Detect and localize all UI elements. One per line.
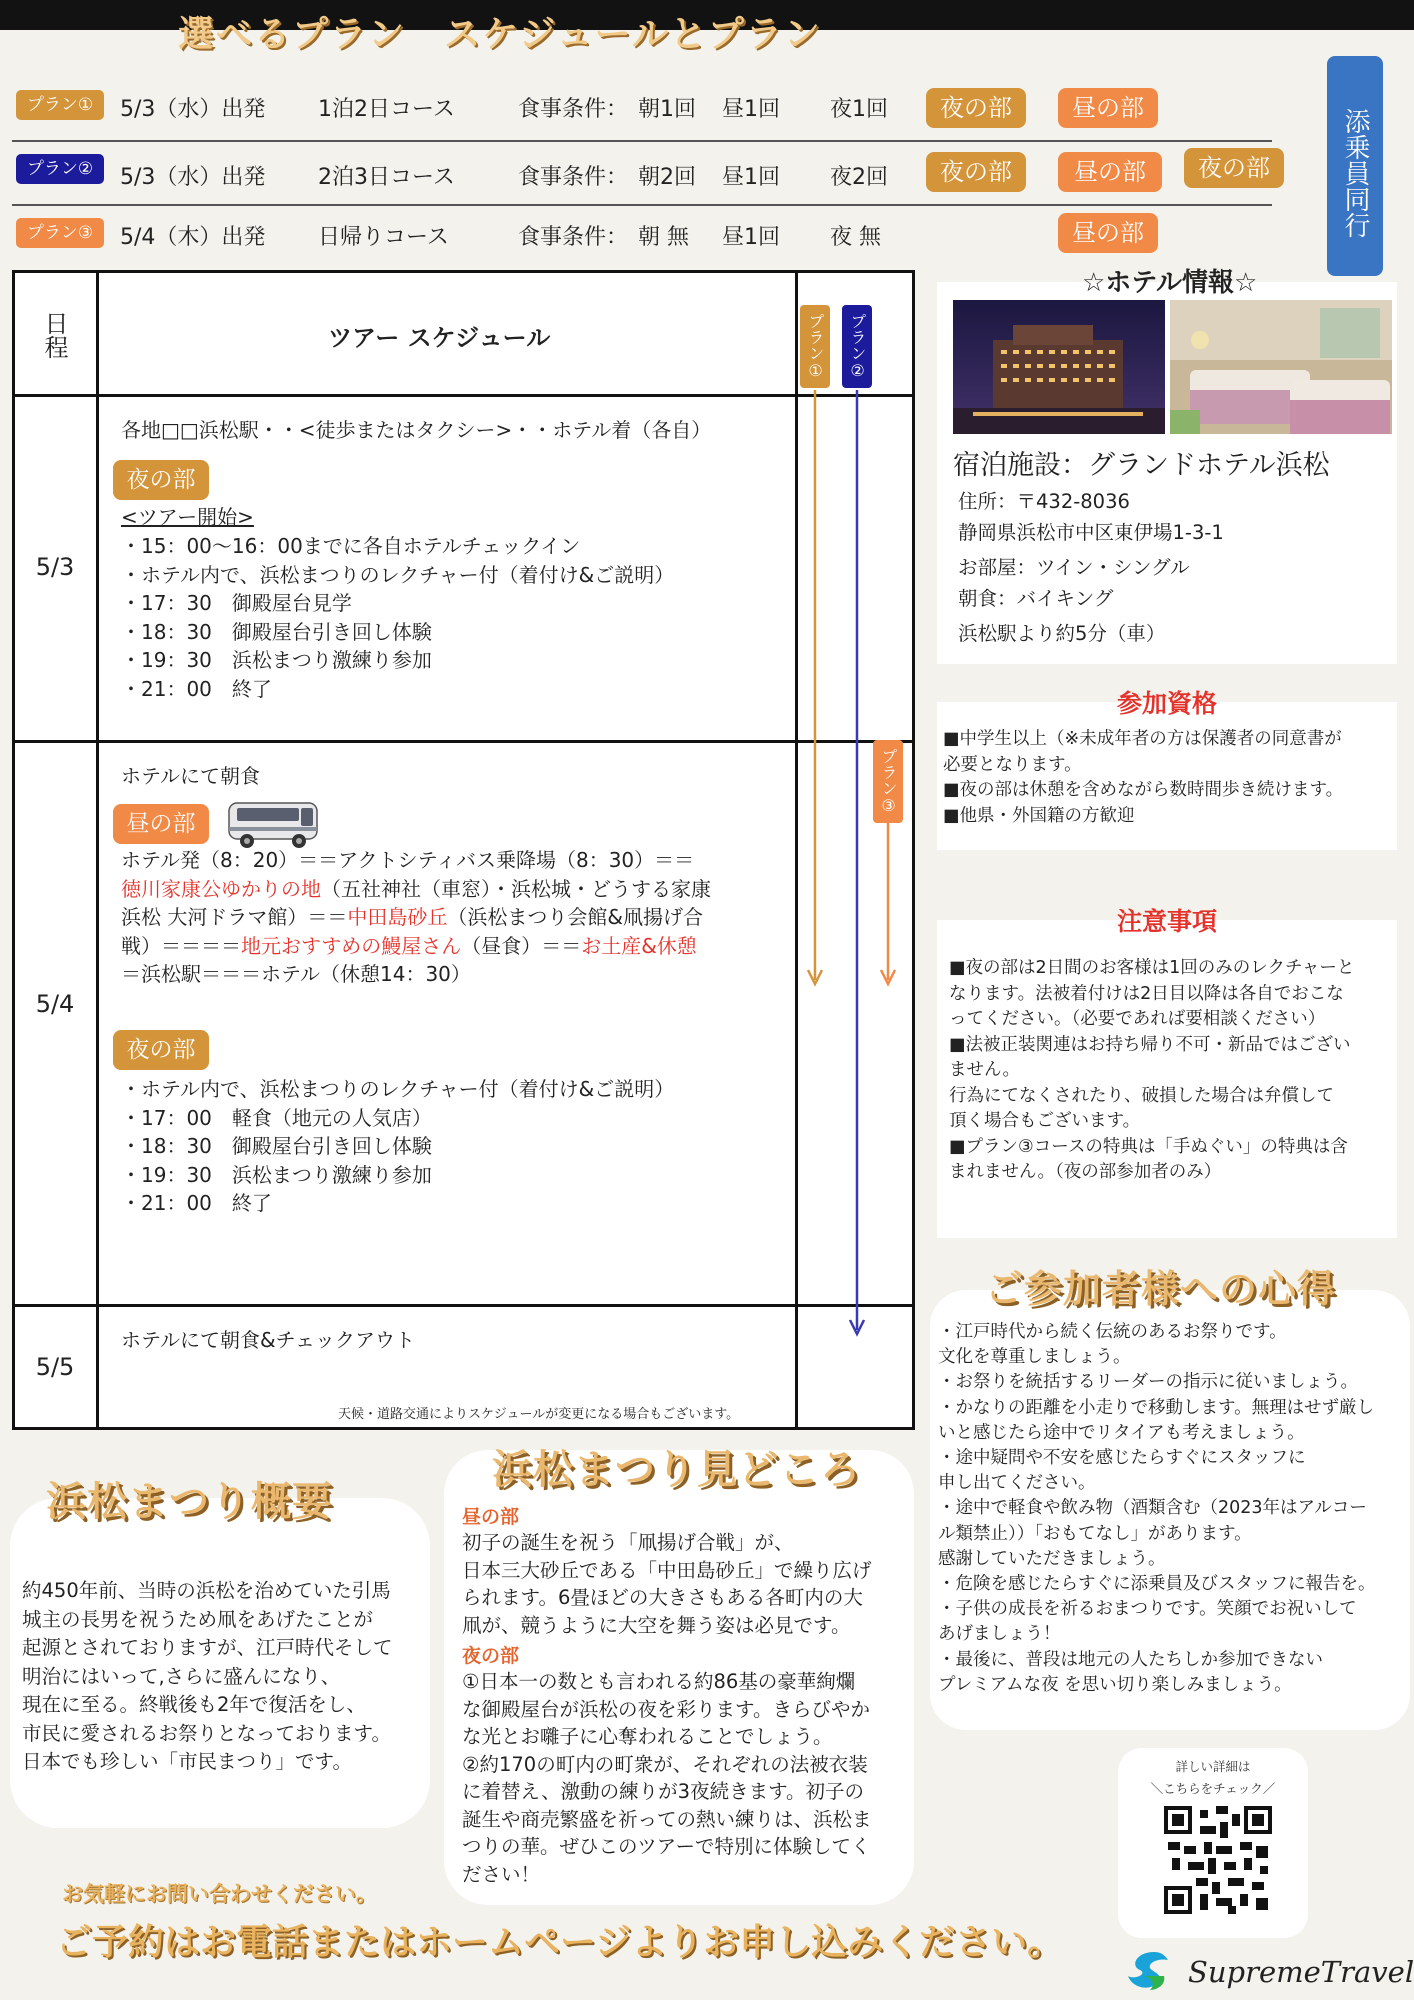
highlight-line: 初子の誕生を祝う「凧揚げ合戦」が、 bbox=[462, 1531, 794, 1554]
caution-line: ■法被正装関連はお持ち帰り不可・新品ではござい bbox=[949, 1034, 1351, 1055]
qr-code-icon[interactable] bbox=[1164, 1806, 1272, 1914]
hotel-night-photo bbox=[953, 300, 1165, 434]
guideline-line: ・子供の成長を祈るおまつりです。笑顔でお祝いして bbox=[938, 1599, 1357, 1620]
guideline-line: あげましょう！ bbox=[938, 1624, 1061, 1645]
hotel-breakfast: 朝食：バイキング bbox=[958, 587, 1114, 610]
day-header: 日程 bbox=[40, 311, 68, 359]
bus-icon bbox=[225, 797, 321, 851]
route-text: （浜松まつり会館&凧揚げ合 bbox=[447, 905, 703, 929]
caution-line: ってください。（必要であれば要相談ください） bbox=[949, 1009, 1326, 1029]
caution-line: 頂く場合もございます。 bbox=[949, 1111, 1141, 1131]
route-highlight: 徳川家康公ゆかりの地 bbox=[121, 876, 321, 901]
schedule-item: ・ホテル内で、浜松まつりのレクチャー付（着付け&ご説明） bbox=[121, 1077, 675, 1101]
guideline-line: いと感じたら途中でリタイアも考えましょう。 bbox=[938, 1422, 1305, 1443]
caution-list bbox=[949, 956, 1354, 1186]
plan-2-badge-night-2: 夜の部 bbox=[1184, 148, 1284, 188]
highlight-line: な光とお囃子に心奪われることでしょう。 bbox=[462, 1725, 833, 1748]
overview-line: 市民に愛されるお祭りとなっております。 bbox=[22, 1721, 391, 1745]
guideline-line: ・江戸時代から続く伝統のあるお祭りです。 bbox=[938, 1322, 1287, 1342]
escort-text: 添乗員同行 bbox=[1340, 108, 1370, 238]
caution-line: なります。法被着付けは2日目以降は各自でおこな bbox=[949, 983, 1344, 1004]
plan-2-badge-day: 昼の部 bbox=[1058, 152, 1162, 192]
guideline-line: ・途中疑問や不安を感じたらすぐにスタッフに bbox=[938, 1448, 1306, 1469]
route-text: （五社神社（車窓）・浜松城・どうする家康 bbox=[321, 876, 711, 901]
plan-3-badge-day: 昼の部 bbox=[1058, 213, 1158, 253]
day3-intro: ホテルにて朝食&チェックアウト bbox=[121, 1328, 415, 1352]
plan-1-course: 1泊2日コース bbox=[318, 97, 455, 122]
schedule-item: ・17：30 御殿屋台見学 bbox=[121, 591, 352, 615]
plan-2-vertical-tag: プラン② bbox=[842, 305, 872, 388]
highlight-line: ださい！ bbox=[462, 1862, 541, 1886]
overview-line: 日本でも珍しい「市民まつり」です。 bbox=[22, 1750, 352, 1773]
plan-2-tag: プラン② bbox=[16, 154, 104, 184]
guideline-line: 感謝していただきましょう。 bbox=[938, 1548, 1166, 1569]
hotel-name: 宿泊施設：グランドホテル浜松 bbox=[953, 450, 1330, 481]
route-text: 浜松 大河ドラマ館）＝＝ bbox=[121, 905, 348, 929]
plan-1-date: 5/3（水）出発 bbox=[120, 97, 266, 122]
qr-caption-line: ＼こちらをチェック／ bbox=[1150, 1781, 1276, 1796]
plan-2-badge-night: 夜の部 bbox=[926, 152, 1026, 192]
hotel-room: お部屋：ツイン・シングル bbox=[958, 556, 1190, 579]
caution-line: 行為にてなくされたり、破損した場合は弁償して bbox=[949, 1085, 1334, 1106]
divider bbox=[12, 140, 1272, 142]
route-line bbox=[121, 875, 711, 904]
overview-line: 約450年前、当時の浜松を治めていた引馬 bbox=[22, 1579, 391, 1602]
guideline-line: ・最後に、普段は地元の人たちしか参加できない bbox=[938, 1649, 1323, 1670]
caution-line: ■夜の部は2日間のお客様は1回のみのレクチャーと bbox=[949, 958, 1355, 978]
hotel-access: 浜松駅より約5分（車） bbox=[958, 622, 1166, 645]
schedule-item: ・15：00〜16：00までに各自ホテルチェックイン bbox=[121, 534, 581, 558]
schedule-item: ・19：30 浜松まつり激練り参加 bbox=[121, 1162, 432, 1187]
eligibility-line: ■夜の部は休憩を含めながら数時間歩き続けます。 bbox=[943, 780, 1344, 800]
plan-3-dinner: 夜 無 bbox=[830, 225, 881, 250]
route-text: 戦）＝＝＝＝ bbox=[121, 933, 241, 958]
brand-name: SupremeTravel bbox=[1188, 1955, 1414, 1989]
route-highlight: お土産&休憩 bbox=[581, 933, 697, 958]
plan-1-meal-label: 食事条件： bbox=[518, 97, 629, 122]
schedule-note: 天候・道路交通によりスケジュールが変更になる場合もございます。 bbox=[338, 1407, 740, 1422]
overview-line: 明治にはいって,さらに盛んになり、 bbox=[22, 1664, 341, 1688]
plan-1-vertical-tag: プラン① bbox=[800, 305, 830, 388]
plan-3-vertical-tag: プラン③ bbox=[873, 740, 903, 823]
highlight-line: つりの華。ぜひこのツアーで特別に体験してく bbox=[462, 1835, 871, 1858]
highlight-line: に着替え、激動の練りが3夜続きます。初子の bbox=[462, 1780, 865, 1803]
day2-route bbox=[121, 846, 711, 989]
plan-3-meal-label: 食事条件： bbox=[518, 225, 629, 250]
guideline-line: 文化を尊重しましょう。 bbox=[938, 1347, 1131, 1368]
route-text: （昼食）＝＝ bbox=[461, 933, 582, 958]
schedule-item: ・21：00 終了 bbox=[121, 676, 272, 701]
route-line bbox=[121, 903, 711, 932]
schedule-item: ・ホテル内で、浜松まつりのレクチャー付（着付け&ご説明） bbox=[121, 562, 675, 587]
guideline-line: プレミアムな夜 を思い切り楽しみましょう。 bbox=[938, 1674, 1292, 1695]
highlight-line: ①日本一の数とも言われる約86基の豪華絢爛 bbox=[462, 1670, 856, 1693]
day1-items bbox=[121, 532, 674, 703]
guideline-line: ・お祭りを統括するリーダーの指示に従いましょう。 bbox=[938, 1372, 1358, 1393]
highlight-line: られます。6畳ほどの大きさもある各町内の大 bbox=[462, 1586, 863, 1609]
escort-badge bbox=[1327, 56, 1383, 276]
day2-items bbox=[121, 1075, 674, 1218]
guideline-line: ・かなりの距離を小走りで移動します。無理はせず厳し bbox=[938, 1397, 1375, 1418]
highlights-text bbox=[462, 1502, 872, 1888]
day2-day-badge: 昼の部 bbox=[113, 804, 209, 844]
brand-logo-icon bbox=[1124, 1950, 1174, 1994]
day2-intro: ホテルにて朝食 bbox=[121, 764, 260, 788]
footer-cta: ご予約はお電話またはホームページよりお申し込みください。 bbox=[56, 1922, 1064, 1963]
plan-1-dinner: 夜1回 bbox=[830, 97, 888, 122]
day2-night-badge: 夜の部 bbox=[113, 1030, 209, 1070]
overview-heading: 浜松まつり概要 bbox=[46, 1479, 333, 1525]
caution-heading: 注意事項 bbox=[1116, 907, 1217, 936]
eligibility-line: ■他県・外国籍の方歓迎 bbox=[943, 805, 1135, 826]
guidelines-list bbox=[938, 1320, 1376, 1698]
day3-date: 5/5 bbox=[35, 1353, 75, 1381]
route-highlight: 中田島砂丘 bbox=[347, 905, 448, 929]
overview-text bbox=[22, 1577, 393, 1777]
schedule-item: ・21：00 終了 bbox=[121, 1191, 272, 1215]
highlight-line: な御殿屋台が浜松の夜を彩ります。きらびやか bbox=[462, 1697, 870, 1721]
table-divider bbox=[12, 394, 915, 397]
overview-line: 城主の長男を祝うため凧をあげたことが bbox=[22, 1607, 374, 1631]
highlight-line: 誕生や商売繁盛を祈っての熱い練りは、浜松ま bbox=[462, 1807, 872, 1831]
plan-2-date: 5/3（水）出発 bbox=[120, 165, 266, 190]
hotel-heading: ☆ホテル情報☆ bbox=[1082, 268, 1258, 298]
schedule-item: ・18：30 御殿屋台引き回し体験 bbox=[121, 619, 432, 644]
caution-line: ません。 bbox=[949, 1060, 1021, 1080]
schedule-item: ・19：30 浜松まつり激練り参加 bbox=[121, 648, 432, 672]
plan-1-breakfast: 朝1回 bbox=[638, 97, 696, 122]
schedule-title: ツアー スケジュール bbox=[328, 324, 551, 352]
plan-2-dinner: 夜2回 bbox=[830, 165, 888, 190]
qr-caption-line: 詳しい詳細は bbox=[1175, 1759, 1251, 1774]
day1-intro: 各地□□浜松駅・・<徒歩またはタクシー>・・ホテル着（各自） bbox=[121, 418, 712, 442]
day1-night-badge: 夜の部 bbox=[113, 460, 209, 500]
plan-1-tag: プラン① bbox=[16, 90, 104, 120]
plan-3-tag: プラン③ bbox=[16, 218, 104, 248]
route-line: ＝浜松駅＝＝＝ホテル（休憩14：30） bbox=[121, 962, 471, 986]
plan-1-lunch: 昼1回 bbox=[722, 97, 780, 122]
overview-line: 現在に至る。終戦後も2年で復活をし、 bbox=[22, 1693, 366, 1716]
eligibility-list bbox=[943, 727, 1343, 829]
plan-2-lunch: 昼1回 bbox=[722, 165, 780, 190]
highlight-line: 日本三大砂丘である「中田島砂丘」で繰り広げ bbox=[462, 1558, 872, 1582]
route-highlight: 地元おすすめの鰻屋さん bbox=[241, 933, 462, 958]
highlight-line: 凧が、競うように大空を舞う姿は必見です。 bbox=[462, 1613, 851, 1637]
route-line: ホテル発（8：20）＝＝アクトシティバス乗降場（8：30）＝＝ bbox=[121, 848, 695, 872]
plan-1-badge-night: 夜の部 bbox=[926, 88, 1026, 128]
eligibility-line: 必要となります。 bbox=[943, 754, 1082, 775]
overview-line: 起源とされておりますが、江戸時代そして bbox=[22, 1636, 393, 1659]
day2-date: 5/4 bbox=[35, 990, 75, 1018]
plan-3-breakfast: 朝 無 bbox=[638, 225, 689, 250]
day1-date: 5/3 bbox=[35, 553, 75, 581]
plan-2-breakfast: 朝2回 bbox=[638, 165, 696, 190]
plan-arrows bbox=[790, 380, 900, 1340]
caution-line: ■プラン③コースの特典は「手ぬぐい」の特典は含 bbox=[949, 1136, 1348, 1157]
plan-2-course: 2泊3日コース bbox=[318, 165, 455, 190]
caution-line: まれません。（夜の部参加者のみ） bbox=[949, 1162, 1222, 1182]
footer-inquiry: お気軽にお問い合わせください。 bbox=[62, 1882, 377, 1906]
hotel-room-photo bbox=[1170, 300, 1392, 434]
guideline-line: ・危険を感じたらすぐに添乗員及びスタッフに報告を。 bbox=[938, 1574, 1376, 1595]
plan-3-course: 日帰りコース bbox=[318, 225, 449, 250]
table-divider bbox=[96, 270, 99, 1430]
highlight-line: ②約170の町内の町衆が、それぞれの法被衣装 bbox=[462, 1752, 868, 1776]
hotel-details bbox=[958, 486, 1224, 649]
highlights-heading: 浜松まつり見どころ bbox=[492, 1447, 861, 1493]
guideline-line: 申し出てください。 bbox=[938, 1473, 1096, 1494]
plan-3-lunch: 昼1回 bbox=[722, 225, 780, 250]
qr-caption bbox=[1118, 1756, 1308, 1800]
hotel-address: 静岡県浜松市中区東伊場1-3-1 bbox=[958, 521, 1224, 544]
page-title: 選べるプラン スケジュールとプラン bbox=[178, 14, 822, 55]
eligibility-line: ■中学生以上（※未成年者の方は保護者の同意書が bbox=[943, 729, 1342, 749]
guideline-line: ル類禁止））「おもてなし」があります。 bbox=[938, 1523, 1252, 1544]
table-divider bbox=[12, 740, 915, 743]
plan-3-date: 5/4（木）出発 bbox=[120, 225, 266, 250]
highlights-day-heading: 昼の部 bbox=[462, 1506, 520, 1528]
guideline-line: ・途中で軽食や飲み物（酒類含む（2023年はアルコー bbox=[938, 1498, 1367, 1519]
eligibility-heading: 参加資格 bbox=[1116, 689, 1217, 718]
schedule-item: ・17：00 軽食（地元の人気店） bbox=[121, 1105, 432, 1130]
plan-2-meal-label: 食事条件： bbox=[518, 165, 629, 190]
plan-1-badge-day: 昼の部 bbox=[1058, 88, 1158, 128]
highlights-night-heading: 夜の部 bbox=[462, 1645, 520, 1667]
divider bbox=[12, 204, 1272, 206]
route-line bbox=[121, 932, 711, 961]
guidelines-heading: ご参加者様への心得 bbox=[985, 1267, 1337, 1311]
table-divider bbox=[12, 1304, 915, 1307]
schedule-item: ・18：30 御殿屋台引き回し体験 bbox=[121, 1134, 432, 1158]
day1-start-label: <ツアー開始> bbox=[121, 505, 254, 529]
hotel-address: 住所：〒432-8036 bbox=[958, 490, 1130, 513]
